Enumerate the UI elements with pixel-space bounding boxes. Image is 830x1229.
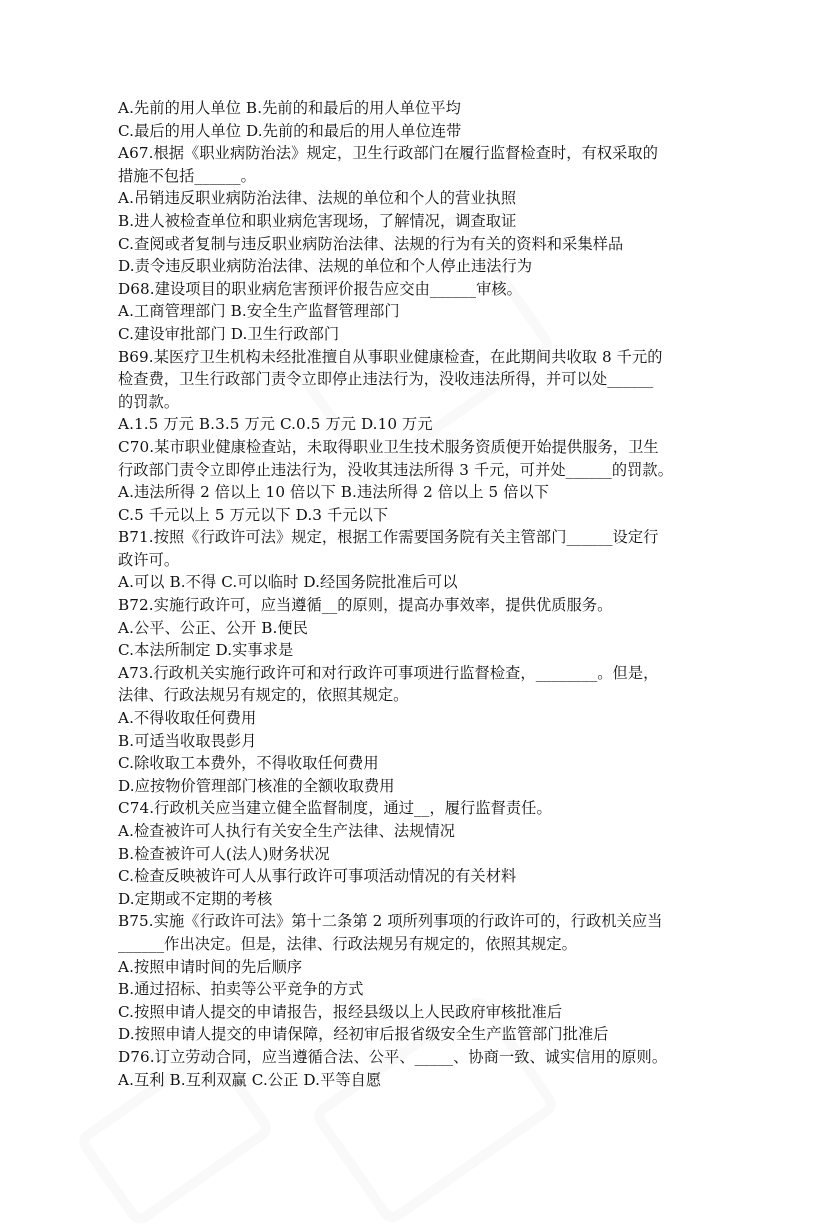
question-text: 行政部门责令立即停止违法行为，没收其违法所得 3 千元，可并处______的罚款。 <box>118 460 673 479</box>
answer-options: C.本法所制定 D.实事求是 <box>118 641 294 660</box>
answer-options: A.互利 B.互利双赢 C.公正 D.平等自愿 <box>118 1070 382 1089</box>
question-text: 检查费，卫生行政部门责令立即停止违法行为，没收违法所得，并可以处______ <box>118 370 654 389</box>
answer-option: D.按照申请人提交的申请保障，经初审后报省级安全生产监管部门批准后 <box>118 1025 609 1044</box>
question-text: 法律、行政法规另有规定的，依照其规定。 <box>118 686 409 705</box>
answer-option: D.责令违反职业病防治法律、法规的单位和个人停止违法行为 <box>118 257 533 276</box>
answer-options: A.1.5 万元 B.3.5 万元 C.0.5 万元 D.10 万元 <box>118 415 433 434</box>
answer-option: B.进人被检查单位和职业病危害现场，了解情况，调查取证 <box>118 211 517 230</box>
answer-options: C.5 千元以上 5 万元以下 D.3 千元以下 <box>118 505 389 524</box>
answer-option: D.应按物价管理部门核准的全额收取费用 <box>118 776 395 795</box>
answer-options: A.违法所得 2 倍以上 10 倍以下 B.违法所得 2 倍以上 5 倍以下 <box>118 483 550 502</box>
question-text: ______作出决定。但是，法律、行政法规另有规定的，依照其规定。 <box>118 934 577 953</box>
question-text: C74.行政机关应当建立健全监督制度，通过__，履行监督责任。 <box>118 799 552 818</box>
answer-option: B.检查被许可人(法人)财务状况 <box>118 844 330 863</box>
answer-options: A.可以 B.不得 C.可以临时 D.经国务院批准后可以 <box>118 573 458 592</box>
answer-options: C.建设审批部门 D.卫生行政部门 <box>118 324 340 343</box>
answer-option: A.检查被许可人执行有关安全生产法律、法规情况 <box>118 822 456 840</box>
answer-option: C.查阅或者复制与违反职业病防治法律、法规的行为有关的资料和采集样品 <box>118 234 624 253</box>
question-text: B72.实施行政许可，应当遵循__的原则，提高办事效率，提供优质服务。 <box>118 596 613 615</box>
answer-option: A.按照申请时间的先后顺序 <box>118 957 303 976</box>
answer-option: C.检查反映被许可人从事行政许可事项活动情况的有关材料 <box>118 867 517 886</box>
question-text: C70.某市职业健康检查站，未取得职业卫生技术服务资质便开始提供服务，卫生 <box>118 437 659 456</box>
answer-option: C.除收取工本费外，不得收取任何费用 <box>118 754 379 773</box>
answer-option: C.按照申请人提交的申请报告，报经县级以上人民政府审核批准后 <box>118 1002 563 1021</box>
question-text: 政许可。 <box>118 550 180 569</box>
question-text: D68.建设项目的职业病危害预评价报告应交由______审核。 <box>118 279 522 298</box>
question-text: A67.根据《职业病防治法》规定，卫生行政部门在履行监督检查时，有权采取的 <box>118 144 659 163</box>
document-body <box>118 97 718 1091</box>
question-text: A73.行政机关实施行政许可和对行政许可事项进行监督检查，________。但是， <box>118 663 659 682</box>
answer-options: A.公平、公正、公开 B.便民 <box>118 618 308 637</box>
question-text: B69.某医疗卫生机构未经批准擅自从事职业健康检查，在此期间共收取 8 千元的 <box>118 347 663 366</box>
answer-options: C.最后的用人单位 D.先前的和最后的用人单位连带 <box>118 121 462 140</box>
question-text: B71.按照《行政许可法》规定，根据工作需要国务院有关主管部门______设定行 <box>118 528 659 547</box>
question-text: 措施不包括______。 <box>118 166 256 185</box>
answer-option: D.定期或不定期的考核 <box>118 889 273 908</box>
question-text: 的罚款。 <box>118 392 180 411</box>
answer-option: A.不得收取任何费用 <box>118 709 257 728</box>
question-text: B75.实施《行政许可法》第十二条第 2 项所列事项的行政许可的，行政机关应当 <box>118 912 663 931</box>
answer-options: A.工商管理部门 B.安全生产监督管理部门 <box>118 302 400 321</box>
answer-option: A.吊销违反职业病防治法律、法规的单位和个人的营业执照 <box>118 189 517 208</box>
answer-option: B.通过招标、拍卖等公平竞争的方式 <box>118 980 364 999</box>
answer-options: A.先前的用人单位 B.先前的和最后的用人单位平均 <box>118 99 461 117</box>
answer-option: B.可适当收取畏彭月 <box>118 731 257 750</box>
question-text: D76.订立劳动合同，应当遵循合法、公平、_____、协商一致、诚实信用的原则。 <box>118 1047 668 1066</box>
